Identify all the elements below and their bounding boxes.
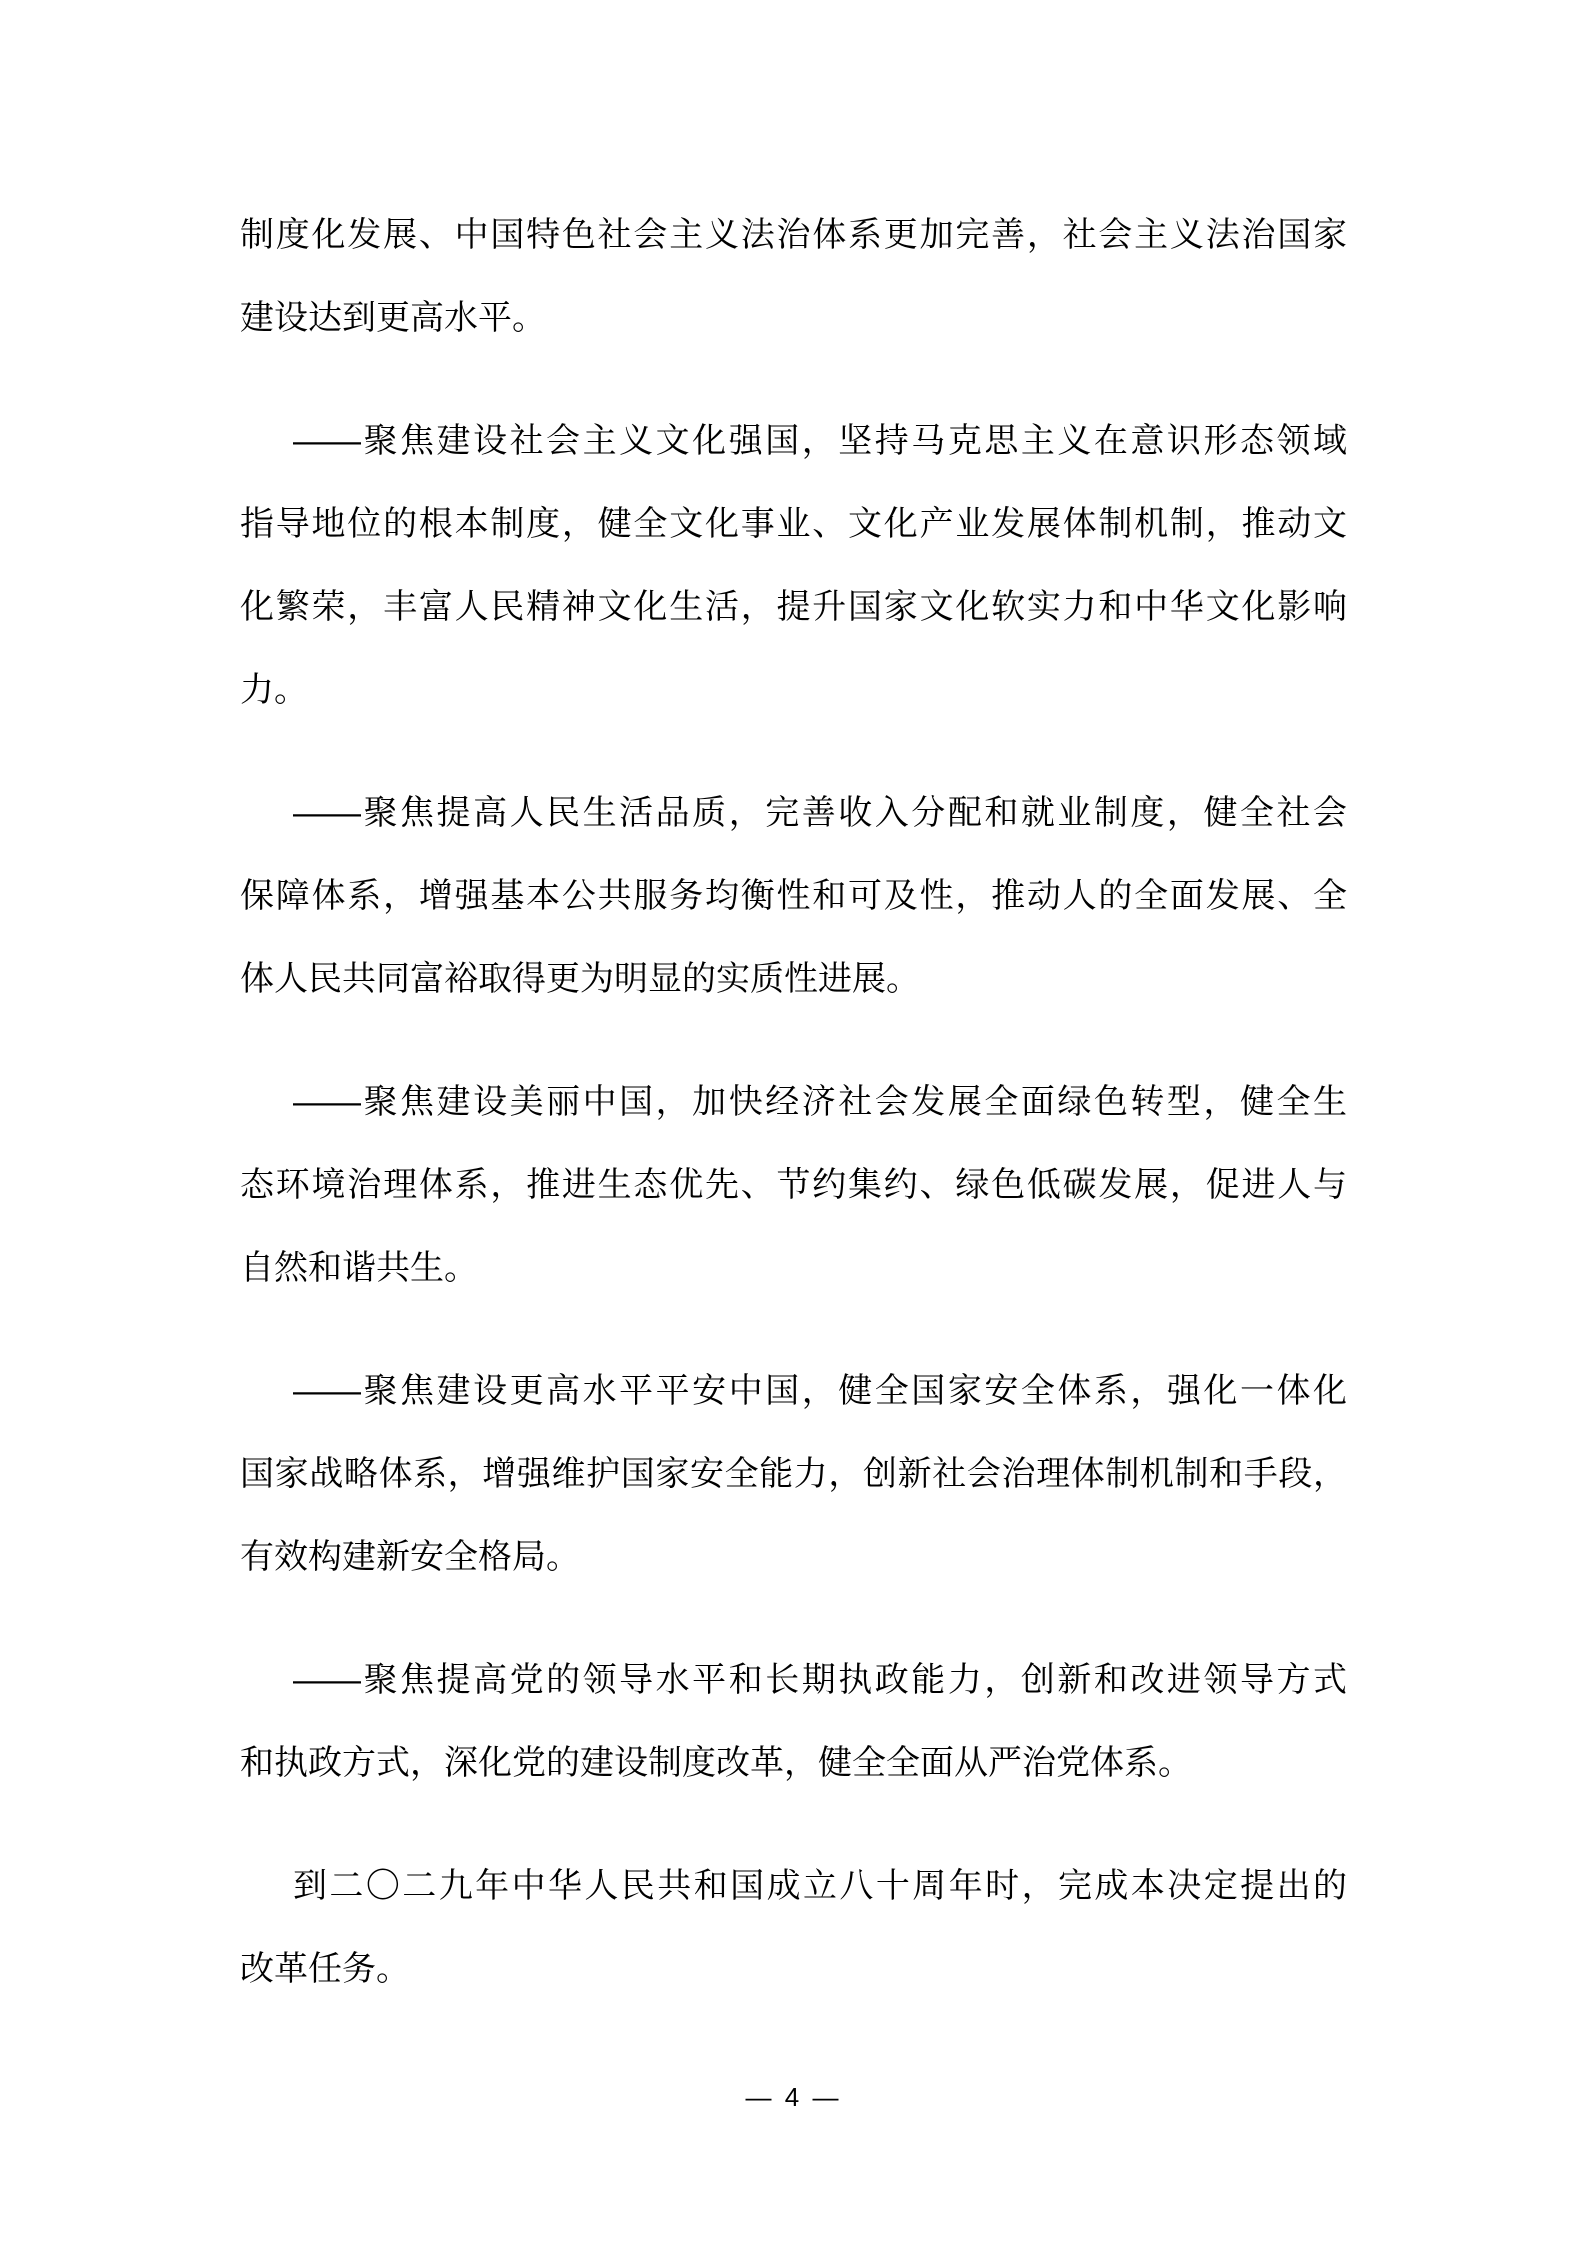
text-line: 制度化发展、中国特色社会主义法治体系更加完善，社会主义法治国家	[240, 216, 1347, 254]
text-line: 自然和谐共生。	[240, 1249, 478, 1287]
text-line: ——聚焦提高人民生活品质，完善收入分配和就业制度，健全社会	[293, 794, 1347, 832]
paragraph	[240, 772, 1347, 1021]
page-number: — 4 —	[745, 2082, 842, 2112]
text-line: 到二〇二九年中华人民共和国成立八十周年时，完成本决定提出的	[293, 1867, 1347, 1905]
paragraph	[240, 400, 1347, 732]
paragraph	[240, 1845, 1347, 2011]
document-body	[240, 194, 1347, 2011]
text-line: ——聚焦建设美丽中国，加快经济社会发展全面绿色转型，健全生	[293, 1083, 1347, 1121]
paragraph	[240, 194, 1347, 360]
paragraph	[240, 1061, 1347, 1310]
text-line: 体人民共同富裕取得更为明显的实质性进展。	[240, 960, 920, 998]
text-line: 指导地位的根本制度，健全文化事业、文化产业发展体制机制，推动文	[240, 505, 1347, 543]
text-line: 保障体系，增强基本公共服务均衡性和可及性，推动人的全面发展、全	[240, 877, 1347, 915]
text-line: ——聚焦建设更高水平平安中国，健全国家安全体系，强化一体化	[293, 1372, 1347, 1410]
text-line: 和执政方式，深化党的建设制度改革，健全全面从严治党体系。	[240, 1744, 1192, 1782]
paragraph	[240, 1639, 1347, 1805]
paragraph	[240, 1350, 1347, 1599]
text-line: 化繁荣，丰富人民精神文化生活，提升国家文化软实力和中华文化影响	[240, 588, 1347, 626]
text-line: 态环境治理体系，推进生态优先、节约集约、绿色低碳发展，促进人与	[240, 1166, 1347, 1204]
text-line: ——聚焦建设社会主义文化强国，坚持马克思主义在意识形态领域	[293, 422, 1347, 460]
text-line: 有效构建新安全格局。	[240, 1538, 580, 1576]
text-line: 力。	[240, 671, 308, 709]
text-line: 改革任务。	[240, 1950, 410, 1988]
text-line: 国家战略体系，增强维护国家安全能力，创新社会治理体制机制和手段，	[240, 1455, 1347, 1493]
text-line: ——聚焦提高党的领导水平和长期执政能力，创新和改进领导方式	[293, 1661, 1347, 1699]
text-line: 建设达到更高水平。	[240, 299, 546, 337]
